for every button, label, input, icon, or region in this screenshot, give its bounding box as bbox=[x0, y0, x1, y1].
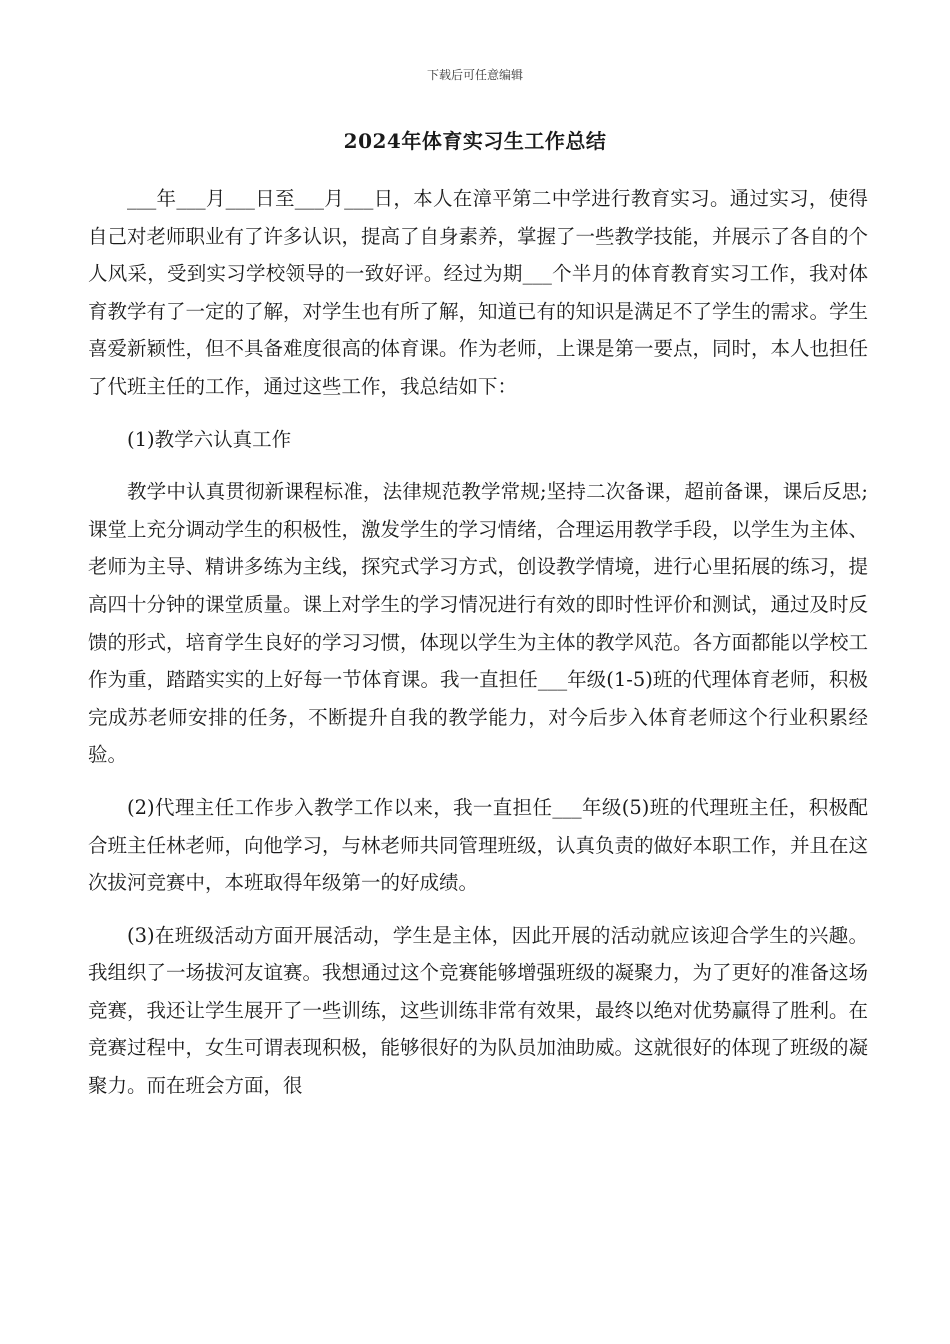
paragraph-teaching: 教学中认真贯彻新课程标准，法律规范教学常规;坚持二次备课，超前备课，课后反思;课堂上充分调动学生的积极性，激发学生的学习情绪，合理运用教学手段，以学生为主体、老师为主导、精讲多练为主线，探究式学习方式，创设教学情境，进行心里拓展的练习，提高四十分钟的课堂质量。课上对学生的学习情况进行有效的即时性评价和测试，通过及时反馈的形式，培育学生良好的学习习惯，体现以学生为主体的教学风范。各方面都能以学校工作为重，踏踏实实的上好每一节体育课。我一直担任___年级(1-5)班的代理体育老师，积极完成苏老师安排的任务，不断提升自我的教学能力，对今后步入体育老师这个行业积累经验。 bbox=[88, 480, 869, 767]
paragraph-intro: ___年___月___日至___月___日，本人在漳平第二中学进行教育实习。通过实习，使得自己对老师职业有了许多认识，提高了自身素养，掌握了一些教学技能，并展示了各自的个人风采，受到实习学校领导的一致好评。经过为期___个半月的体育教育实习工作，我对体育教学有了一定的了解，对学生也有所了解，知道已有的知识是满足不了学生的需求。学生喜爱新颖性，但不具备难度很高的体育课。作为老师，上课是第一要点，同时，本人也担任了代班主任的工作，通过这些工作，我总结如下： bbox=[88, 187, 869, 398]
paragraph-class-activities: (3)在班级活动方面开展活动，学生是主体，因此开展的活动就应该迎合学生的兴趣。我组织了一场拔河友谊赛。我想通过这个竞赛能够增强班级的凝聚力，为了更好的准备这场竞赛，我还让学生展开了一些训练，这些训练非常有效果，最终以绝对优势赢得了胜利。在竞赛过程中，女生可谓表现积极，能够很好的为队员加油助威。这就很好的体现了班级的凝聚力。而在班会方面，很 bbox=[88, 923, 869, 1098]
section-heading-teaching: (1)教学六认真工作 bbox=[127, 427, 292, 451]
header-note: 下载后可任意编辑 bbox=[426, 68, 523, 82]
document-body bbox=[88, 180, 868, 1120]
document-title: 2024年体育实习生工作总结 bbox=[343, 129, 607, 153]
paragraph-class-teacher: (2)代理主任工作步入教学工作以来，我一直担任___年级(5)班的代理班主任，积极配合班主任林老师，向他学习，与林老师共同管理班级，认真负责的做好本职工作，并且在这次拔河竞赛中，本班取得年级第一的好成绩。 bbox=[88, 795, 869, 895]
